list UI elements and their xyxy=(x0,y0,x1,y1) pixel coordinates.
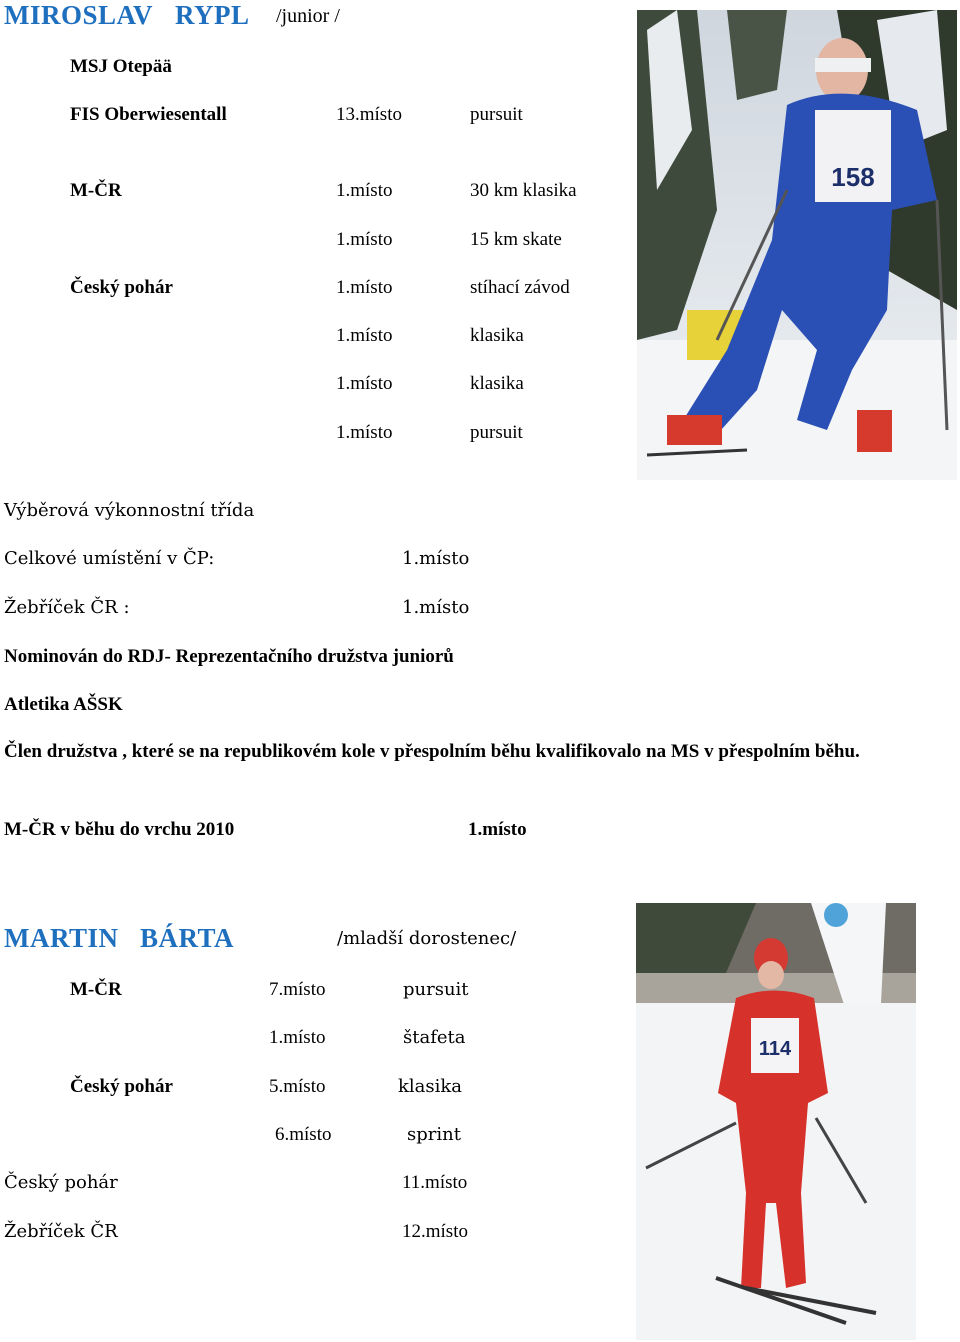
result-place: 1.místo xyxy=(336,229,393,250)
hill-run-place: 1.místo xyxy=(468,819,527,840)
cp-label: Český pohár xyxy=(70,1076,173,1097)
athlete1-last-name: RYPL xyxy=(175,0,250,30)
ranking-label: Žebříček ČR xyxy=(4,1221,118,1242)
result-discipline: sprint xyxy=(407,1124,461,1145)
cup-total-label: Český pohár xyxy=(4,1172,118,1193)
overall-cup-place: 1.místo xyxy=(402,548,470,569)
result-discipline: klasika xyxy=(398,1076,463,1097)
performance-class: Výběrová výkonnostní třída xyxy=(4,500,255,521)
overall-cup-label: Celkové umístění v ČP: xyxy=(4,548,215,569)
result-discipline: 30 km klasika xyxy=(470,180,577,201)
cp-label: Český pohár xyxy=(70,277,173,298)
result-place: 1.místo xyxy=(336,373,393,394)
result-discipline: 15 km skate xyxy=(470,229,562,250)
mcr-label: M-ČR xyxy=(70,979,122,1000)
ranking-label: Žebříček ČR : xyxy=(4,597,130,618)
athlete2-bib: 114 xyxy=(758,1038,792,1060)
result-place: 6.místo xyxy=(275,1124,332,1145)
result-discipline: pursuit xyxy=(403,979,469,1000)
result-place: 1.místo xyxy=(336,422,393,443)
athlete1-first-name: MIROSLAV xyxy=(4,0,154,30)
athlete1-category: /junior / xyxy=(276,5,340,27)
result-discipline: klasika xyxy=(470,373,524,394)
result-discipline: stíhací závod xyxy=(470,277,570,298)
team-member-note: Člen družstva , které se na republikovém kole v přespolním běhu kvalifikovalo na MS v přespolním běhu. xyxy=(4,741,860,762)
result-discipline: pursuit xyxy=(470,422,523,443)
ranking-place: 1.místo xyxy=(402,597,470,618)
result-place: 1.místo xyxy=(336,180,393,201)
athlete1-bib: 158 xyxy=(831,162,875,192)
result-place: 1.místo xyxy=(269,1027,326,1048)
athlete2-first-name: MARTIN xyxy=(4,923,119,953)
result-place: 1.místo xyxy=(336,325,393,346)
hill-run-label: M-ČR v běhu do vrchu 2010 xyxy=(4,819,235,840)
result-discipline: štafeta xyxy=(403,1027,466,1048)
fis-event: FIS Oberwiesentall xyxy=(70,104,227,125)
result-discipline: klasika xyxy=(470,325,524,346)
athlete1-photo xyxy=(637,10,957,480)
result-place: 7.místo xyxy=(269,979,326,1000)
athletics-club: Atletika AŠSK xyxy=(4,694,123,715)
athlete2-photo xyxy=(636,903,916,1340)
fis-place: 13.místo xyxy=(336,104,402,125)
athlete2-last-name: BÁRTA xyxy=(140,923,235,953)
ranking-place: 12.místo xyxy=(402,1221,468,1242)
nomination: Nominován do RDJ- Reprezentačního družstva juniorů xyxy=(4,646,454,667)
fis-discipline: pursuit xyxy=(470,104,523,125)
result-place: 1.místo xyxy=(336,277,393,298)
athlete2-category: /mladší dorostenec/ xyxy=(337,928,517,949)
cup-total-place: 11.místo xyxy=(402,1172,468,1193)
result-place: 5.místo xyxy=(269,1076,326,1097)
mcr-label: M-ČR xyxy=(70,180,122,201)
msj-event: MSJ Otepää xyxy=(70,56,172,77)
